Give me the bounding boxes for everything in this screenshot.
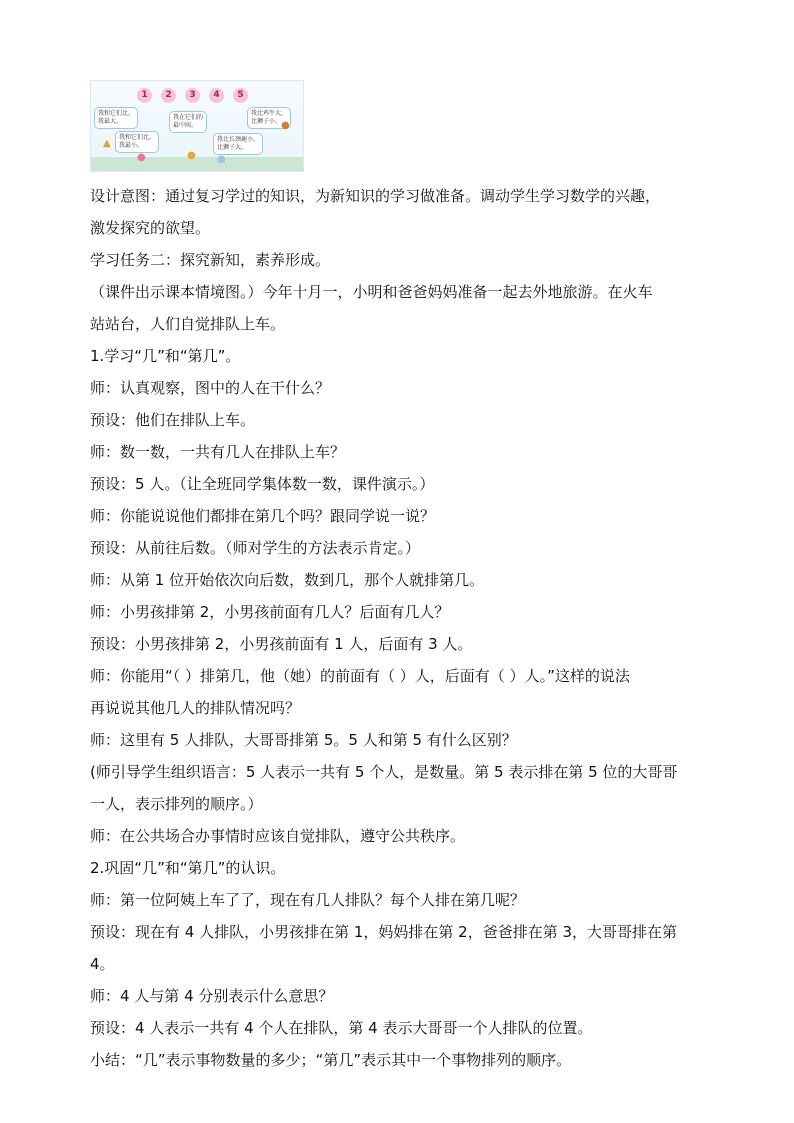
text-line: 预设：从前往后数。（师对学生的方法表示肯定。） [90, 539, 421, 557]
number-badge: 3 [185, 88, 200, 103]
text-line: 1.学习“几”和“第几”。 [90, 347, 241, 365]
text-line: 小结：“几”表示事物数量的多少；“第几”表示其中一个事物排列的顺序。 [90, 1051, 572, 1069]
animal-ranking-illustration [90, 80, 304, 172]
text-line: 师：这里有 5 人排队，大哥哥排第 5。5 人和第 5 有什么区别？ [90, 731, 517, 749]
text-line: 学习任务二：探究新知，素养形成。 [90, 251, 331, 269]
text-line: 再说说其他几人的排队情况吗？ [90, 699, 301, 717]
lion-icon: ● [187, 150, 196, 161]
giraffe-icon: ▲ [103, 138, 111, 149]
small-animal-icon: ● [137, 152, 146, 163]
text-line: 激发探究的欲望。 [90, 219, 211, 237]
text-line: 师：第一位阿姨上车了了，现在有几人排队？每个人排在第几呢？ [90, 891, 526, 909]
elephant-icon: ● [217, 154, 226, 165]
number-badge: 4 [209, 88, 224, 103]
lesson-text [90, 180, 710, 1076]
text-line: 师：4 人与第 4 分别表示什么意思？ [90, 987, 334, 1005]
speech-bubble: 我和它们比， 我最大。 [94, 107, 138, 129]
animal-icon: ● [281, 120, 290, 131]
speech-bubble: 我比长颈鹿小， 比狮子大。 [213, 133, 263, 155]
text-line: 预设：现在有 4 人排队，小男孩排在第 1，妈妈排在第 2，爸爸排在第 3，大哥哥排在第 [90, 923, 678, 941]
speech-bubble: 我比鸡牛大， 比狮子小。 [247, 107, 291, 129]
text-line: 师：数一数，一共有几人在排队上车？ [90, 443, 346, 461]
text-line: 师：你能用“（ ）排第几，他（她）的前面有（ ）人，后面有（ ）人。”这样的说法 [90, 667, 630, 685]
speech-bubble: 我和它们比， 我最小。 [115, 131, 159, 153]
text-line: 预设：小男孩排第 2，小男孩前面有 1 人，后面有 3 人。 [90, 635, 473, 653]
position-numbers [137, 88, 248, 103]
text-line: （课件出示课本情境图。）今年十月一，小明和爸爸妈妈准备一起去外地旅游。在火车 [90, 283, 653, 301]
text-line: 预设：5 人。（让全班同学集体数一数，课件演示。） [90, 475, 435, 493]
text-line: 师：你能说说他们都排在第几个吗？跟同学说一说？ [90, 507, 436, 525]
text-line: 预设：4 人表示一共有 4 个人在排队，第 4 表示大哥哥一个人排队的位置。 [90, 1019, 593, 1037]
text-line: 师：认真观察，图中的人在干什么？ [90, 379, 331, 397]
number-badge: 1 [137, 88, 152, 103]
text-line: (师引导学生组织语言：5 人表示一共有 5 个人，是数量。第 5 表示排在第 5 位的大哥哥 [90, 763, 678, 781]
number-badge: 2 [161, 88, 176, 103]
text-line: 预设：他们在排队上车。 [90, 411, 256, 429]
text-line: 设计意图：通过复习学过的知识，为新知识的学习做准备。调动学生学习数学的兴趣， [90, 187, 661, 205]
text-line: 一人，表示排列的顺序。） [90, 795, 263, 813]
number-badge: 5 [233, 88, 248, 103]
ground-strip [91, 154, 303, 171]
text-line: 师：从第 1 位开始依次向后数，数到几，那个人就排第几。 [90, 571, 485, 589]
text-line: 站站台，人们自觉排队上车。 [90, 315, 286, 333]
text-line: 2.巩固“几”和“第几”的认识。 [90, 859, 286, 877]
text-line: 师：小男孩排第 2，小男孩前面有几人？后面有几人？ [90, 603, 450, 621]
text-line: 师：在公共场合办事情时应该自觉排队，遵守公共秩序。 [90, 827, 466, 845]
speech-bubble: 我在它们的 最中间。 [169, 111, 207, 133]
text-line: 4。 [90, 955, 115, 973]
